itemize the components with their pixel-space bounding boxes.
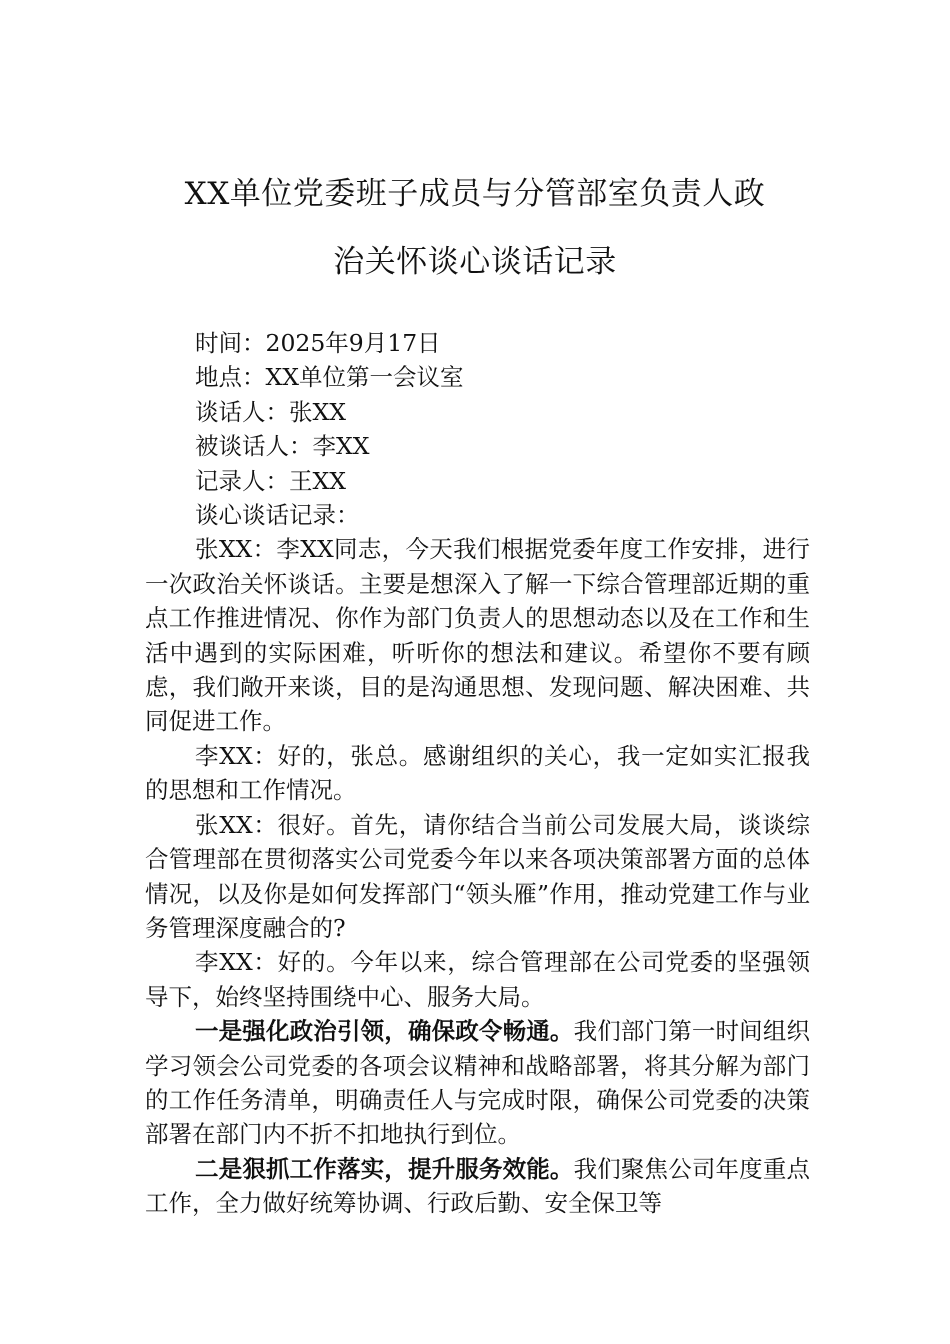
paragraph bbox=[145, 945, 810, 1014]
paragraph-text: 李XX：好的，张总。感谢组织的关心，我一定如实汇报我的思想和工作情况。 bbox=[145, 741, 810, 805]
paragraph-text: 我们聚焦公司年度重点工作，全力做好统筹协调、行政后勤、安全保卫等 bbox=[145, 1154, 811, 1218]
document-title-line-1: XX单位党委班子成员与分管部室负责人政 bbox=[184, 176, 766, 212]
paragraph-text: 我们部门第一时间组织学习领会公司党委的各项会议精神和战略部署，将其分解为部门的工作任务清单，明确责任人与完成时限，确保公司党委的决策部署在部门内不折不扣地执行到位。 bbox=[145, 1017, 811, 1149]
paragraph bbox=[145, 1152, 810, 1221]
paragraph bbox=[145, 739, 810, 808]
document-title-line-2: 治关怀谈心谈话记录 bbox=[333, 244, 617, 280]
document-body bbox=[145, 326, 810, 1221]
paragraph-text: 李XX：好的。今年以来，综合管理部在公司党委的坚强领导下，始终坚持围绕中心、服务大局。 bbox=[145, 948, 810, 1011]
meta-recorder: 记录人：王XX bbox=[195, 466, 346, 495]
meta-location: 地点：XX单位第一会议室 bbox=[195, 363, 464, 392]
paragraph bbox=[145, 808, 810, 946]
meta-record-heading: 谈心谈话记录： bbox=[195, 501, 360, 530]
meta-time: 时间：2025年9月17日 bbox=[195, 329, 441, 357]
meta-interviewer: 谈话人：张XX bbox=[195, 397, 346, 426]
paragraph-lead: 二是狠抓工作落实，提升服务效能。 bbox=[195, 1154, 574, 1183]
paragraph bbox=[145, 1014, 810, 1152]
paragraph-text: 张XX：李XX同志，今天我们根据党委年度工作安排，进行一次政治关怀谈话。主要是想深入了解一下综合管理部近期的重点工作推进情况、你作为部门负责人的思想动态以及在工作和生活中遇到的实际困难，听听你的想法和建议。希望你不要有顾虑，我们敞开来谈，目的是沟通思想、发现问题、解决困难、共同促进工作。 bbox=[145, 535, 810, 736]
paragraph bbox=[145, 532, 810, 738]
paragraph-lead: 一是强化政治引领，确保政令畅通。 bbox=[195, 1017, 574, 1046]
meta-interviewee: 被谈话人：李XX bbox=[195, 432, 370, 461]
paragraph-text: 张XX：很好。首先，请你结合当前公司发展大局，谈谈综合管理部在贯彻落实公司党委今年以来各项决策部署方面的总体情况，以及你是如何发挥部门“领头雁”作用，推动党建工作与业务管理深度融合的? bbox=[145, 810, 810, 942]
